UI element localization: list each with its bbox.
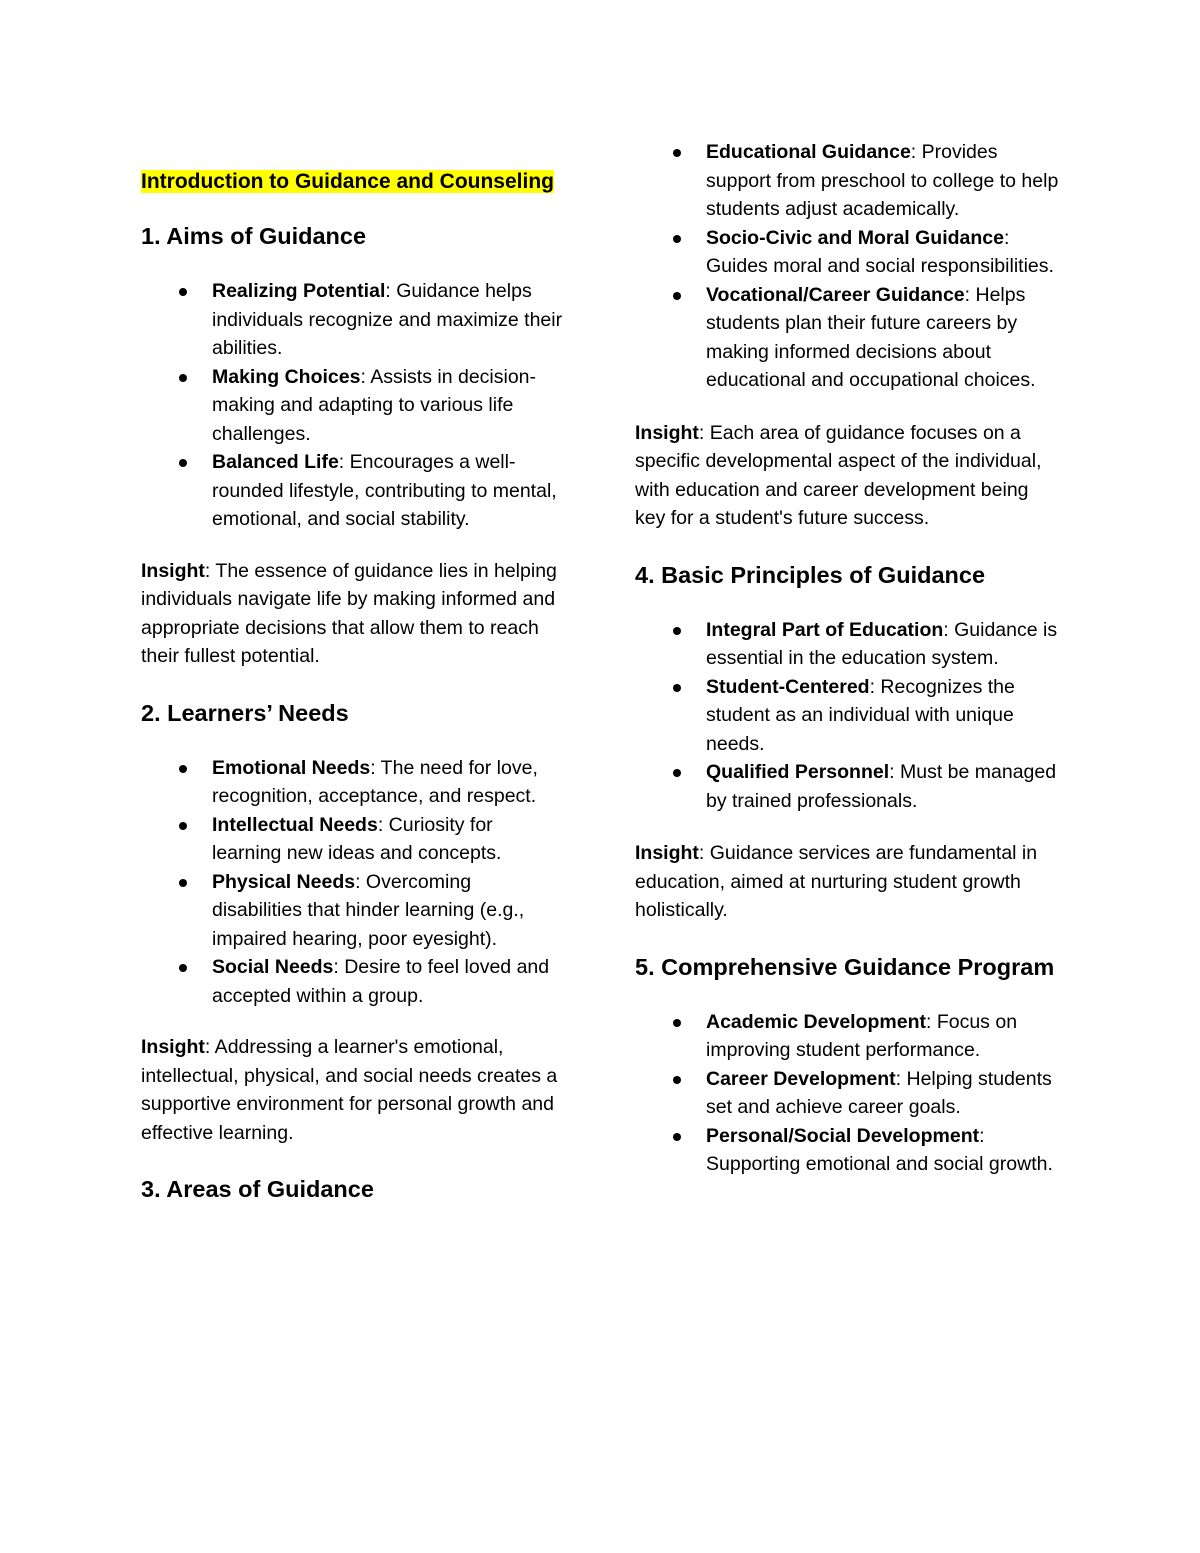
item-term: Personal/Social Development <box>706 1124 980 1147</box>
item-text: : Overcoming disabilities that hinder learning (e.g., impaired hearing, poor eyesight). <box>212 870 525 950</box>
item-term: Emotional Needs <box>212 756 371 779</box>
list-item <box>635 616 1060 673</box>
list-item <box>141 448 566 534</box>
item-text: : Encourages a well-rounded lifestyle, contributing to mental, emotional, and social stability. <box>212 451 557 530</box>
aims-list <box>141 277 566 534</box>
section-heading-principles: 4. Basic Principles of Guidance <box>635 561 986 588</box>
list-item <box>635 224 1060 281</box>
insight-label: Insight <box>141 559 205 582</box>
item-text: : Assists in decision-making and adapting to various life challenges. <box>212 365 537 445</box>
item-text: : Guidance helps individuals recognize and maximize their abilities. <box>212 280 563 359</box>
item-term: Social Needs <box>212 956 334 978</box>
list-item <box>635 673 1060 759</box>
item-text: : Helps students plan their future careers by making informed decisions about educational and occupational choices. <box>706 283 1036 391</box>
item-term: Making Choices <box>212 365 361 388</box>
right-column <box>635 138 1060 1179</box>
item-text: : Desire to feel loved and accepted within a group. <box>212 956 550 1007</box>
item-text: : Must be managed by trained professionals. <box>706 761 1057 812</box>
insight-text: : Each area of guidance focuses on a specific developmental aspect of the individual, with education and career development being key for a student's future success. <box>635 421 1042 529</box>
section-heading-aims: 1. Aims of Guidance <box>141 223 367 249</box>
item-term: Qualified Personnel <box>706 761 890 783</box>
list-item <box>141 754 566 811</box>
list-item <box>141 868 566 954</box>
item-term: Vocational/Career Guidance <box>706 283 965 306</box>
list-item <box>635 758 1060 815</box>
item-text: : Guides moral and social responsibilities. <box>706 226 1054 277</box>
program-list <box>635 1008 1060 1179</box>
left-column <box>141 166 566 1230</box>
list-item <box>635 1122 1060 1179</box>
item-term: Academic Development <box>706 1010 926 1033</box>
item-term: Educational Guidance <box>706 141 911 163</box>
areas-list <box>635 138 1060 395</box>
list-item <box>635 1065 1060 1122</box>
item-text: : Curiosity for learning new ideas and concepts. <box>212 813 502 864</box>
item-term: Student-Centered <box>706 675 870 698</box>
insight-text: : Addressing a learner's emotional, intellectual, physical, and social needs creates a supportive environment for personal growth and effective learning. <box>141 1036 558 1144</box>
list-item <box>141 277 566 363</box>
insight-text: : Guidance services are fundamental in education, aimed at nurturing student growth holistically. <box>635 842 1038 921</box>
learners-needs-list <box>141 754 566 1011</box>
insight-aims <box>141 557 566 671</box>
insight-text: : The essence of guidance lies in helping individuals navigate life by making informed and appropriate decisions that allow them to reach their fullest potential. <box>141 559 557 667</box>
item-term: Socio-Civic and Moral Guidance <box>706 226 1004 249</box>
insight-label: Insight <box>141 1036 205 1058</box>
list-item <box>635 138 1060 224</box>
item-term: Career Development <box>706 1067 896 1090</box>
section-heading-learners-needs: 2. Learners’ Needs <box>141 699 349 726</box>
insight-areas <box>635 419 1060 533</box>
item-text: : Helping students set and achieve career goals. <box>706 1067 1052 1118</box>
section-heading-program: 5. Comprehensive Guidance Program <box>635 953 1055 980</box>
document-title <box>141 166 566 197</box>
section-heading-areas: 3. Areas of Guidance <box>141 1176 374 1202</box>
item-text: : Guidance is essential in the education system. <box>706 618 1058 669</box>
document-title-text: Introduction to Guidance and Counseling <box>141 170 554 193</box>
item-text: : Provides support from preschool to college to help students adjust academically. <box>706 141 1059 220</box>
list-item <box>141 811 566 868</box>
item-term: Physical Needs <box>212 870 356 893</box>
item-term: Balanced Life <box>212 451 339 473</box>
list-item <box>635 281 1060 395</box>
list-item <box>141 363 566 449</box>
item-text: : The need for love, recognition, acceptance, and respect. <box>212 756 538 807</box>
item-term: Integral Part of Education <box>706 618 944 641</box>
insight-learners-needs <box>141 1033 566 1147</box>
list-item <box>141 953 566 1010</box>
item-text: : Focus on improving student performance. <box>706 1010 1018 1061</box>
item-term: Realizing Potential <box>212 280 386 302</box>
item-term: Intellectual Needs <box>212 813 378 836</box>
insight-label: Insight <box>635 421 699 444</box>
insight-principles <box>635 839 1060 925</box>
list-item <box>635 1008 1060 1065</box>
principles-list <box>635 616 1060 816</box>
insight-label: Insight <box>635 842 699 864</box>
item-text: : Recognizes the student as an individual with unique needs. <box>706 675 1015 755</box>
item-text: : Supporting emotional and social growth. <box>706 1124 1053 1175</box>
